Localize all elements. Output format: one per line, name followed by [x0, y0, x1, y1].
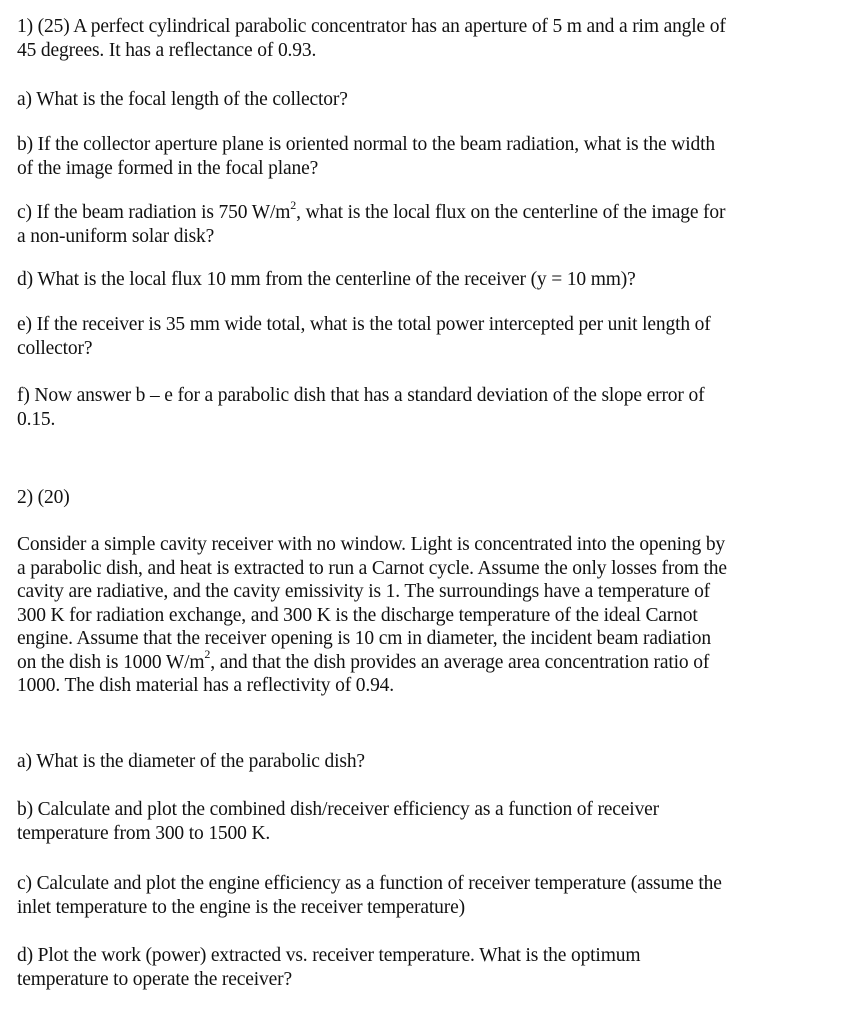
problem-1-part-f-line-2: 0.15. — [17, 408, 56, 430]
problem-2-description — [17, 533, 827, 698]
problem-1-part-c — [17, 197, 827, 248]
problem-1-part-c-text-1: c) If the beam radiation is 750 W/m — [17, 202, 291, 223]
problem-2-part-c-line-1: c) Calculate and plot the engine efficiency as a function of receiver temperature (assume the — [17, 873, 722, 894]
problem-2-part-b — [17, 798, 827, 845]
problem-2-description-line-7: 1000. The dish material has a reflectivity of 0.94. — [17, 675, 395, 696]
problem-2-part-b-line-1: b) Calculate and plot the combined dish/receiver efficiency as a function of receiver — [17, 799, 660, 820]
problem-2-header-line: 2) (20) — [17, 487, 70, 508]
problem-2-description-line-4: 300 K for radiation exchange, and 300 K is the discharge temperature of the ideal Carnot — [17, 604, 698, 626]
problem-1-header-line-1: 1) (25) A perfect cylindrical parabolic concentrator has an aperture of 5 m and a rim angle of — [17, 16, 726, 37]
problem-1-part-a — [17, 88, 827, 112]
problem-1-part-c-text-2: , what is the local flux on the centerline of the image for — [296, 202, 726, 223]
problem-2-part-c — [17, 872, 827, 919]
problem-1-header — [17, 15, 827, 62]
superscript-2: 2 — [290, 197, 297, 212]
problem-2-header — [17, 486, 827, 510]
problem-1-part-d-line-1: d) What is the local flux 10 mm from the centerline of the receiver (y = 10 mm)? — [17, 269, 636, 290]
problem-1-part-c-line-1 — [17, 197, 827, 225]
problem-2-part-b-line-2: temperature from 300 to 1500 K. — [17, 822, 271, 844]
problem-2-description-line-5: engine. Assume that the receiver opening is 10 cm in diameter, the incident beam radiation — [17, 628, 711, 649]
problem-1-part-b — [17, 133, 827, 180]
problem-2-description-line-3: cavity are radiative, and the cavity emissivity is 1. The surroundings have a temperature of — [17, 581, 711, 602]
problem-1-part-e-line-2: collector? — [17, 337, 93, 359]
problem-2-description-text-a: on the dish is 1000 W/m — [17, 651, 205, 673]
problem-1-part-f-line-1: f) Now answer b – e for a parabolic dish that has a standard deviation of the slope error of — [17, 385, 705, 406]
problem-2-description-line-1: Consider a simple cavity receiver with no window. Light is concentrated into the opening by — [17, 534, 726, 555]
problem-2-description-line-6 — [17, 647, 827, 675]
problem-2-part-d-line-2: temperature to operate the receiver? — [17, 968, 293, 990]
problem-1-part-d — [17, 268, 827, 292]
problem-2-part-a — [17, 750, 827, 774]
problem-2-description-text-b: , and that the dish provides an average area concentration ratio of — [210, 651, 710, 673]
superscript-2: 2 — [204, 647, 211, 661]
problem-1-header-line-2: 45 degrees. It has a reflectance of 0.93. — [17, 39, 317, 61]
problem-1-part-e — [17, 313, 827, 360]
problem-2-part-a-line-1: a) What is the diameter of the parabolic dish? — [17, 751, 365, 772]
problem-1-part-a-line-1: a) What is the focal length of the collector? — [17, 89, 348, 110]
problem-1-part-e-line-1: e) If the receiver is 35 mm wide total, what is the total power intercepted per unit length of — [17, 314, 711, 335]
problem-2-part-d — [17, 944, 827, 991]
problem-2-part-c-line-2: inlet temperature to the engine is the receiver temperature) — [17, 896, 465, 918]
problem-1-part-c-line-2: a non-uniform solar disk? — [17, 225, 215, 247]
problem-1-part-b-line-1: b) If the collector aperture plane is oriented normal to the beam radiation, what is the width — [17, 134, 715, 155]
problem-1-part-f — [17, 384, 827, 431]
problem-2-description-line-2: a parabolic dish, and heat is extracted to run a Carnot cycle. Assume the only losses from the — [17, 557, 727, 579]
problem-1-part-b-line-2: of the image formed in the focal plane? — [17, 157, 319, 179]
problem-2-part-d-line-1: d) Plot the work (power) extracted vs. receiver temperature. What is the optimum — [17, 945, 641, 966]
